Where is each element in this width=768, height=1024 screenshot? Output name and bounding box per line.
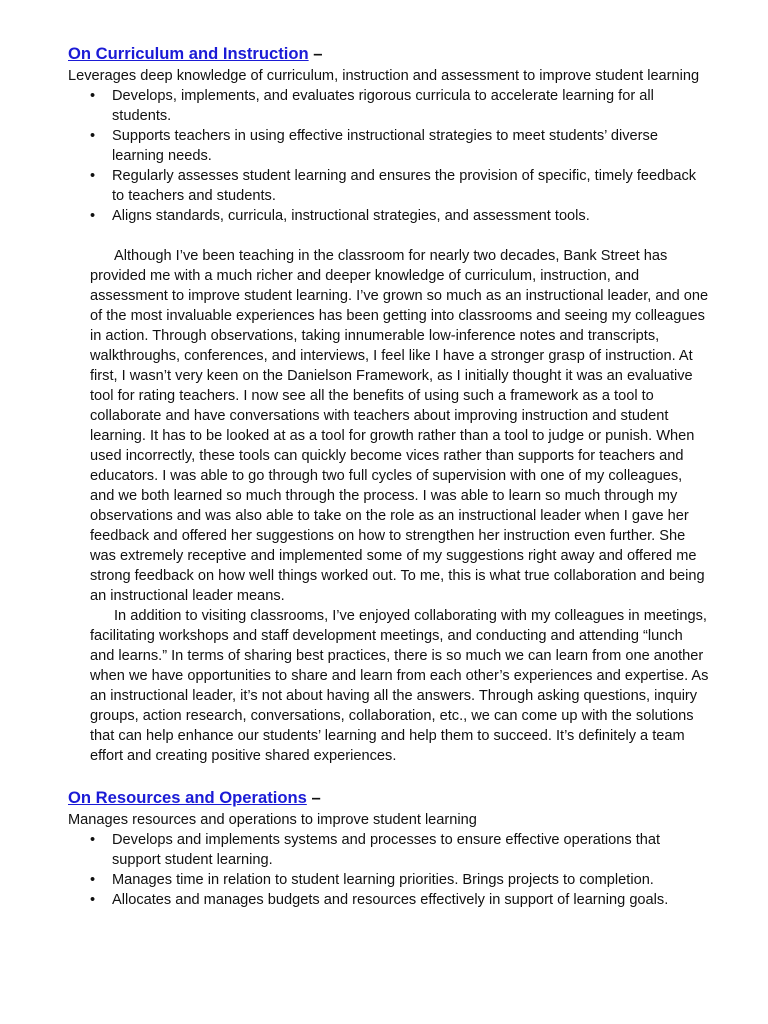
bullet-item: • Allocates and manages budgets and resources effectively in support of learning goals. <box>90 890 710 910</box>
section-heading-resources <box>68 786 710 810</box>
bullet-list-curriculum <box>68 86 710 226</box>
blank-line <box>68 766 710 786</box>
bullet-item: • Supports teachers in using effective instructional strategies to meet students’ diverse learning needs. <box>90 126 710 166</box>
bullet-item: • Develops, implements, and evaluates rigorous curricula to accelerate learning for all students. <box>90 86 710 126</box>
heading-dash: – <box>308 44 323 63</box>
blank-line <box>68 226 710 246</box>
section-lead-resources: Manages resources and operations to improve student learning <box>68 812 477 828</box>
bullet-item: • Develops and implements systems and processes to ensure effective operations that support student learning. <box>90 830 710 870</box>
bullet-list-resources <box>68 830 710 910</box>
heading-link-curriculum[interactable]: On Curriculum and Instruction <box>68 44 309 63</box>
heading-link-resources[interactable]: On Resources and Operations <box>68 788 307 807</box>
heading-dash: – <box>306 788 321 807</box>
bullet-item: • Manages time in relation to student learning priorities. Brings projects to completion. <box>90 870 710 890</box>
bullet-item: • Regularly assesses student learning and ensures the provision of specific, timely feedback to teachers and students. <box>90 166 710 206</box>
body-paragraph: Although I’ve been teaching in the classroom for nearly two decades, Bank Street has provided me with a much richer and deeper knowledge of curriculum, instruction, and assessment to improve student learning. I’ve grown so much as an instructional leader, and one of the most invaluable experiences has been getting into classrooms and seeing my colleagues in action. Through observations, taking innumerable low-inference notes and transcripts, walkthroughs, conferences, and interviews, I feel like I have a stronger grasp of instruction. At first, I wasn’t very keen on the Danielson Framework, as I initially thought it was an evaluative tool for rating teachers. I now see all the benefits of using such a framework as a tool to collaborate and have conversations with teachers about improving instruction and student learning. It has to be looked at as a tool for growth rather than a tool to judge or punish. When used incorrectly, these tools can quickly become vices rather than supports for teachers and educators. I was able to go through two full cycles of supervision with one of my colleagues, and we both learned so much through the process. I was able to learn so much through my observations and was also able to take on the role as an instructional leader when I gave her feedback and offered her suggestions on how to strengthen her instruction even further. She was extremely receptive and implemented some of my suggestions right away and offered me strong feedback on how well things worked out. To me, this is what true collaboration and being an instructional leader means. <box>90 248 709 604</box>
section-heading-curriculum <box>68 42 710 66</box>
bullet-item: • Aligns standards, curricula, instructional strategies, and assessment tools. <box>90 206 710 226</box>
body-paragraph: In addition to visiting classrooms, I’ve enjoyed collaborating with my colleagues in meetings, facilitating workshops and staff development meetings, and conducting and attending “lunch and learns.” In terms of sharing best practices, there is so much we can learn from one another when we have opportunities to share and learn from each other’s experiences and expertise. As an instructional leader, it’s not about having all the answers. Through asking questions, inquiry groups, action research, conversations, collaboration, etc., we can come up with the solutions that can help enhance our students’ learning and help them to succeed. It’s definitely a team effort and creating positive shared experiences. <box>90 608 709 764</box>
section-lead-curriculum: Leverages deep knowledge of curriculum, instruction and assessment to improve student learning <box>68 68 700 84</box>
